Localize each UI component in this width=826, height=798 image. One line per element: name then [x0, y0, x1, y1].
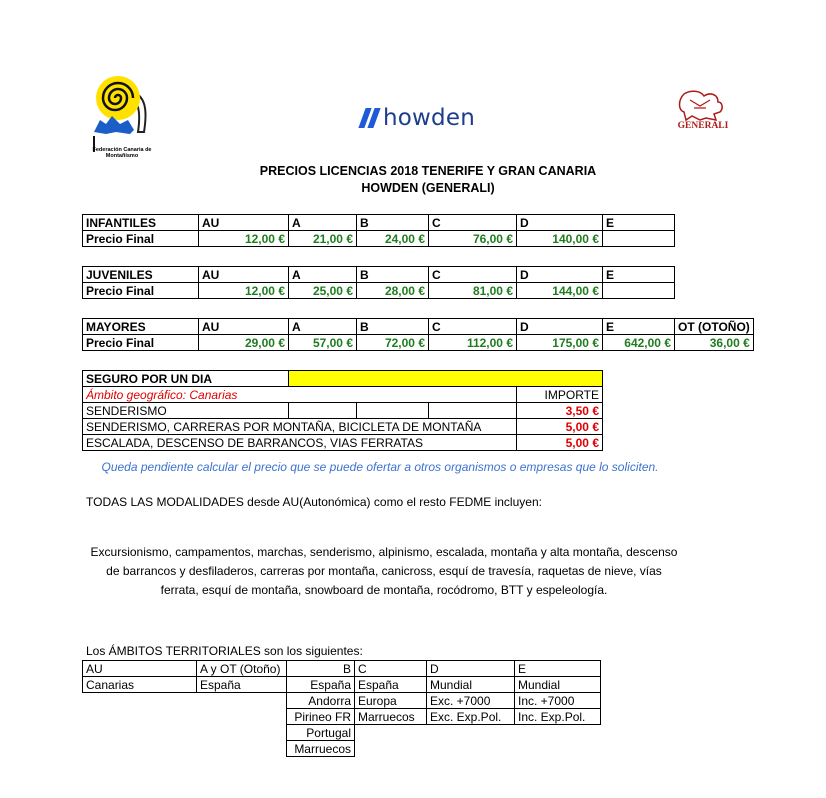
table-cell: Pirineo FR [287, 709, 355, 725]
empty-cell [197, 741, 287, 757]
price-cell: 29,00 € [199, 335, 289, 351]
generali-logo-text: GENERALI [677, 121, 729, 131]
column-header: D [427, 661, 515, 677]
empty-cell [427, 741, 515, 757]
juveniles-price-table [82, 266, 675, 299]
howden-mark-icon [362, 108, 377, 128]
seguro-label: SENDERISMO, CARRERAS POR MONTAÑA, BICICLETA DE MONTAÑA [83, 419, 517, 435]
price-cell: 112,00 € [429, 335, 517, 351]
table-cell: Mundial [427, 677, 515, 693]
table-row [83, 725, 601, 741]
table-cell: Mundial [515, 677, 601, 693]
howden-logo-text: howden [383, 105, 475, 131]
empty-cell [355, 741, 427, 757]
category-label: INFANTILES [83, 215, 199, 231]
column-header: E [603, 215, 675, 231]
table-cell: Europa [355, 693, 427, 709]
column-header: E [515, 661, 601, 677]
column-header: C [429, 319, 517, 335]
empty-cell [83, 709, 197, 725]
empty-cell [429, 403, 517, 419]
table-cell: Inc. Exp.Pol. [515, 709, 601, 725]
table-cell: Marruecos [287, 741, 355, 757]
empty-cell [289, 403, 357, 419]
column-header: B [357, 267, 429, 283]
column-header: D [517, 215, 603, 231]
ambitos-table [82, 660, 601, 757]
column-header: E [603, 267, 675, 283]
column-header: D [517, 319, 603, 335]
seguro-dia-table [82, 370, 603, 451]
table-header-row [83, 215, 675, 231]
column-header: C [429, 215, 517, 231]
row-label: Precio Final [83, 231, 199, 247]
empty-cell [197, 725, 287, 741]
empty-cell [357, 403, 429, 419]
table-cell: España [197, 677, 287, 693]
table-cell: Exc. Exp.Pol. [427, 709, 515, 725]
price-cell: 81,00 € [429, 283, 517, 299]
empty-cell [355, 725, 427, 741]
table-row [83, 693, 601, 709]
empty-cell [515, 725, 601, 741]
price-cell: 24,00 € [357, 231, 429, 247]
empty-cell [83, 741, 197, 757]
document-title: PRECIOS LICENCIAS 2018 TENERIFE Y GRAN CANARIA [259, 164, 597, 178]
seguro-price: 5,00 € [517, 435, 603, 451]
table-row [83, 283, 675, 299]
column-header: C [355, 661, 427, 677]
table-cell: Exc. +7000 [427, 693, 515, 709]
table-row [83, 677, 601, 693]
price-cell: 140,00 € [517, 231, 603, 247]
category-label: JUVENILES [83, 267, 199, 283]
column-header: A [289, 215, 357, 231]
column-header: B [357, 215, 429, 231]
price-cell: 642,00 € [603, 335, 675, 351]
table-header-row [83, 661, 601, 677]
column-header: B [287, 661, 355, 677]
seguro-price: 5,00 € [517, 419, 603, 435]
table-cell: Andorra [287, 693, 355, 709]
empty-cell [515, 741, 601, 757]
empty-cell [197, 709, 287, 725]
price-cell: 175,00 € [517, 335, 603, 351]
empty-cell [83, 725, 197, 741]
seguro-price: 3,50 € [517, 403, 603, 419]
highlight-cell [289, 371, 603, 387]
importe-header: IMPORTE [517, 387, 603, 403]
table-row [83, 419, 603, 435]
price-cell: 36,00 € [675, 335, 754, 351]
ambitos-intro: Los ÁMBITOS TERRITORIALES son los siguientes: [86, 644, 363, 658]
column-header: B [357, 319, 429, 335]
price-cell: 76,00 € [429, 231, 517, 247]
all-modalities-text: TODAS LAS MODALIDADES desde AU(Autonómica) como el resto FEDME incluyen: [86, 495, 542, 509]
table-cell: Portugal [287, 725, 355, 741]
table-cell: Inc. +7000 [515, 693, 601, 709]
column-header: D [517, 267, 603, 283]
price-cell: 21,00 € [289, 231, 357, 247]
price-cell: 144,00 € [517, 283, 603, 299]
table-header-row [83, 319, 754, 335]
column-header: AU [199, 215, 289, 231]
column-header: A [289, 267, 357, 283]
table-row [83, 335, 754, 351]
column-header: E [603, 319, 675, 335]
pending-note: Queda pendiente calcular el precio que se puede ofertar a otros organismos o empresas que lo soliciten. [101, 460, 659, 474]
empty-cell [83, 693, 197, 709]
price-cell: 28,00 € [357, 283, 429, 299]
column-header: AU [83, 661, 197, 677]
table-cell: España [355, 677, 427, 693]
row-label: Precio Final [83, 335, 199, 351]
seguro-title: SEGURO POR UN DIA [83, 371, 289, 387]
price-cell: 72,00 € [357, 335, 429, 351]
seguro-label: SENDERISMO [83, 403, 289, 419]
price-cell: 57,00 € [289, 335, 357, 351]
column-header: AU [199, 267, 289, 283]
table-header-row [83, 267, 675, 283]
table-cell: España [287, 677, 355, 693]
price-cell [603, 231, 675, 247]
price-cell [603, 283, 675, 299]
column-header: OT (OTOÑO) [675, 319, 754, 335]
price-cell: 12,00 € [199, 231, 289, 247]
column-header: A [289, 319, 357, 335]
price-cell: 25,00 € [289, 283, 357, 299]
category-label: MAYORES [83, 319, 199, 335]
ambito-geografico: Ámbito geográfico: Canarias [83, 387, 517, 403]
empty-cell [197, 693, 287, 709]
infantiles-price-table [82, 214, 675, 247]
table-row [83, 741, 601, 757]
activities-text: Excursionismo, campamentos, marchas, senderismo, alpinismo, escalada, montaña y alta montaña, descenso de barrancos y desfiladeros, carreras por montaña, canicross, esquí de travesía, raquetas de nieve, vías ferrata, esquí de montaña, snowboard de montaña, rocódromo, BTT y espeleología. [90, 545, 678, 597]
howden-logo [362, 103, 475, 133]
table-row [83, 387, 603, 403]
mayores-price-table [82, 318, 754, 351]
fcm-logo-text: Federación Canaria de Montañismo [92, 147, 152, 159]
seguro-label: ESCALADA, DESCENSO DE BARRANCOS, VIAS FERRATAS [83, 435, 517, 451]
table-row [83, 709, 601, 725]
table-row [83, 403, 603, 419]
table-cell: Marruecos [355, 709, 427, 725]
table-cell: Canarias [83, 677, 197, 693]
column-header: A y OT (Otoño) [197, 661, 287, 677]
empty-cell [427, 725, 515, 741]
document-subtitle: HOWDEN (GENERALI) [361, 181, 495, 195]
table-row [83, 435, 603, 451]
table-header-row [83, 371, 603, 387]
row-label: Precio Final [83, 283, 199, 299]
table-row [83, 231, 675, 247]
column-header: AU [199, 319, 289, 335]
column-header: C [429, 267, 517, 283]
price-cell: 12,00 € [199, 283, 289, 299]
